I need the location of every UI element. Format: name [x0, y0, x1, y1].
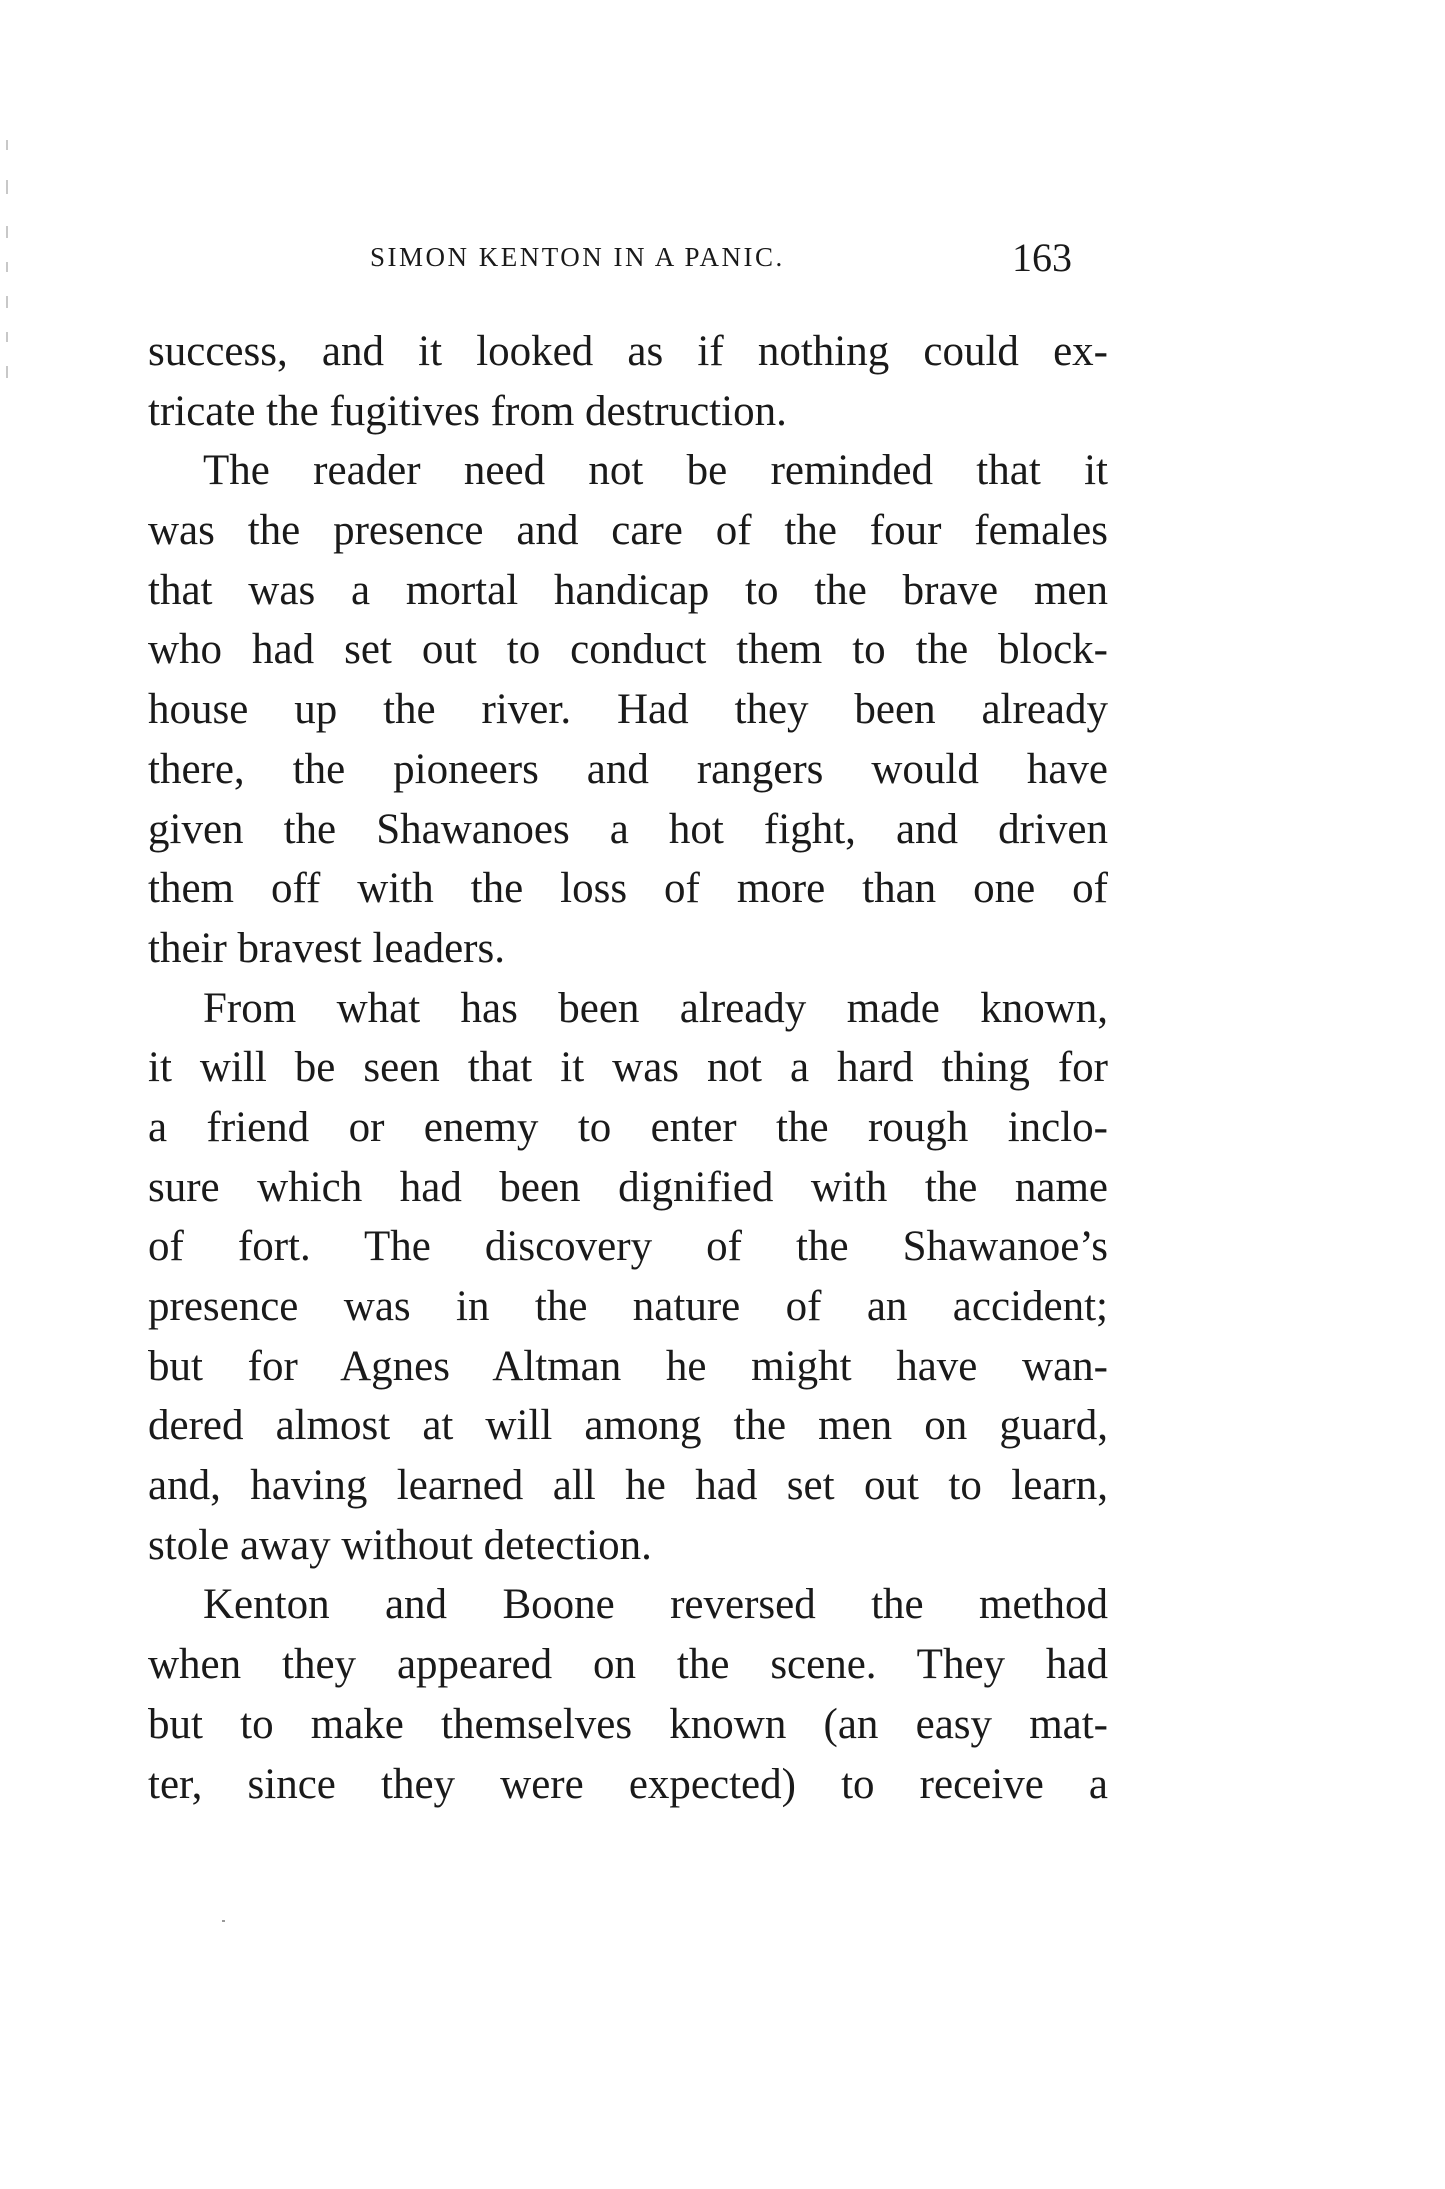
- text-line: tricate the fugitives from destruction.: [148, 387, 787, 435]
- scan-edge-mark: [6, 226, 8, 238]
- text-line: From what has been already made known,: [203, 984, 1108, 1032]
- page-number: 163: [1012, 235, 1072, 280]
- body-text: [148, 322, 1108, 1814]
- text-line: but for Agnes Altman he might have wan-: [148, 1342, 1108, 1390]
- text-line: house up the river. Had they been already: [148, 686, 1108, 734]
- text-line: but to make themselves known (an easy mat-: [148, 1700, 1108, 1748]
- scan-edge-mark: [6, 296, 8, 308]
- text-line: their bravest leaders.: [148, 924, 505, 972]
- text-line: given the Shawanoes a hot fight, and driven: [148, 805, 1108, 853]
- text-line: there, the pioneers and rangers would have: [148, 745, 1108, 793]
- text-line: The reader need not be reminded that it: [203, 447, 1108, 495]
- text-line: was the presence and care of the four females: [148, 507, 1108, 555]
- text-line: ter, since they were expected) to receive a: [148, 1760, 1108, 1808]
- scan-edge-mark: [6, 262, 8, 272]
- text-line: a friend or enemy to enter the rough inclo-: [148, 1103, 1108, 1151]
- text-line: who had set out to conduct them to the block-: [148, 626, 1108, 674]
- text-line: sure which had been dignified with the name: [148, 1163, 1108, 1211]
- text-line: it will be seen that it was not a hard thing for: [148, 1044, 1108, 1092]
- scan-edge-mark: [6, 180, 8, 194]
- text-line: of fort. The discovery of the Shawanoe’s: [148, 1223, 1108, 1271]
- scan-edge-mark: [6, 140, 8, 150]
- text-line: dered almost at will among the men on guard,: [148, 1402, 1108, 1450]
- scan-edge-mark: [6, 366, 8, 378]
- text-line: and, having learned all he had set out to learn,: [148, 1462, 1108, 1510]
- scan-edge-mark: [6, 332, 8, 342]
- running-title: SIMON KENTON IN A PANIC.: [370, 242, 785, 272]
- text-line: that was a mortal handicap to the brave men: [148, 566, 1108, 614]
- scan-speck: [222, 1920, 225, 1922]
- text-line: presence was in the nature of an accident;: [148, 1283, 1108, 1330]
- text-line: them off with the loss of more than one of: [148, 865, 1108, 913]
- text-line: success, and it looked as if nothing could ex-: [148, 328, 1108, 375]
- text-line: stole away without detection.: [148, 1521, 652, 1569]
- text-line: Kenton and Boone reversed the method: [203, 1581, 1108, 1629]
- text-line: when they appeared on the scene. They had: [148, 1641, 1108, 1689]
